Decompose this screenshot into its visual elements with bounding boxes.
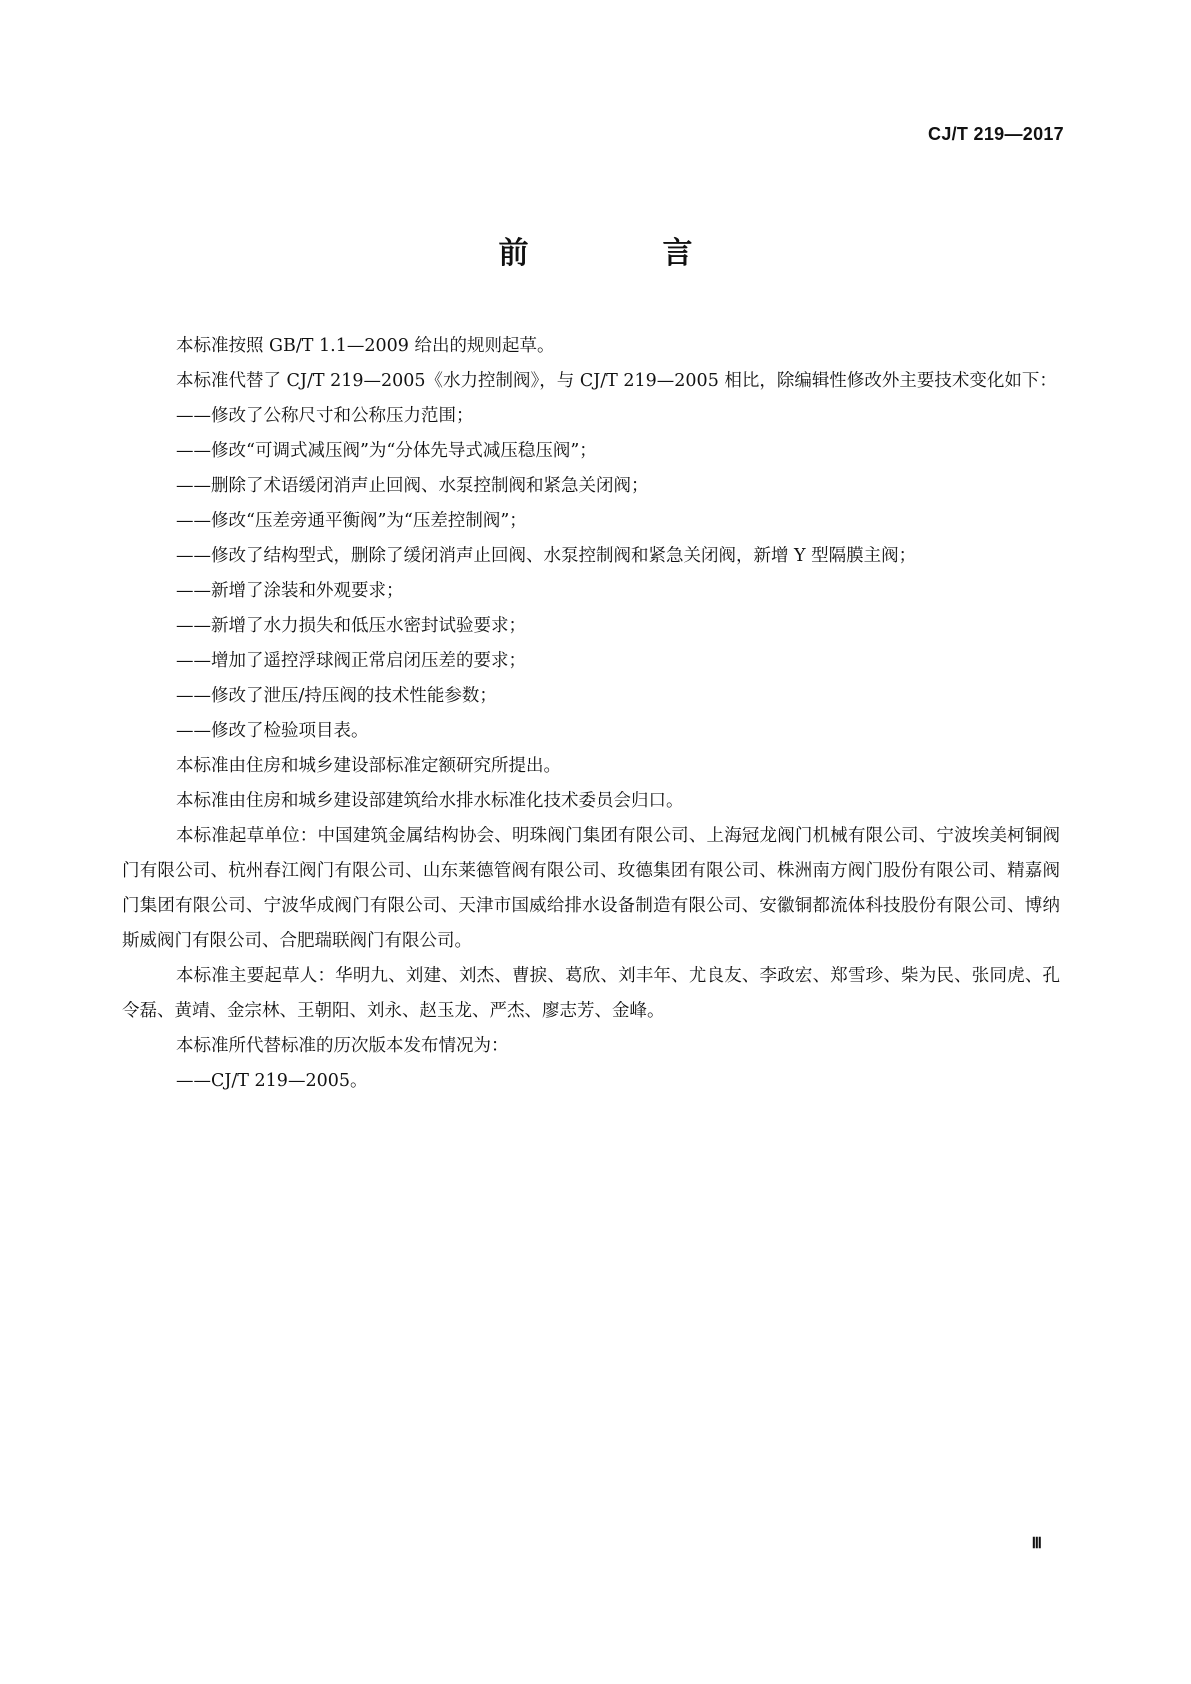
- list-item: ——修改了泄压/持压阀的技术性能参数；: [176, 686, 497, 706]
- standard-code: CJ/T 219—2017: [928, 124, 1064, 144]
- list-item: ——修改了检验项目表。: [176, 721, 369, 741]
- list-item: ——修改“压差旁通平衡阀”为“压差控制阀”；: [176, 511, 527, 531]
- list-item: ——删除了术语缓闭消声止回阀、水泵控制阀和紧急关闭阀；: [176, 476, 649, 496]
- paragraph-proposed-by: 本标准由住房和城乡建设部标准定额研究所提出。: [176, 756, 561, 776]
- list-item: ——修改了结构型式，删除了缓闭消声止回阀、水泵控制阀和紧急关闭阀，新增 Y 型隔膜主阀；: [176, 546, 917, 566]
- paragraph-drafters: 本标准主要起草人：华明九、刘建、刘杰、曹捩、葛欣、刘丰年、尤良友、李政宏、郑雪珍、柴为民、张同虎、孔令磊、黄靖、金宗林、王朝阳、刘永、赵玉龙、严杰、廖志芳、金峰。: [122, 966, 1060, 1021]
- history-item: ——CJ/T 219—2005。: [176, 1071, 368, 1091]
- paragraph-replaces: 本标准代替了 CJ/T 219—2005《水力控制阀》，与 CJ/T 219—2005 相比，除编辑性修改外主要技术变化如下：: [176, 371, 1057, 391]
- list-item: ——新增了水力损失和低压水密封试验要求；: [176, 616, 526, 636]
- paragraph-drafting-rules: 本标准按照 GB/T 1.1—2009 给出的规则起草。: [176, 336, 555, 356]
- page-title: 前 言: [498, 236, 745, 271]
- list-item: ——增加了遥控浮球阀正常启闭压差的要求；: [176, 651, 526, 671]
- list-item: ——修改了公称尺寸和公称压力范围；: [176, 406, 474, 426]
- paragraph-drafting-units: 本标准起草单位：中国建筑金属结构协会、明珠阀门集团有限公司、上海冠龙阀门机械有限公司、宁波埃美柯铜阀门有限公司、杭州春江阀门有限公司、山东莱德管阀有限公司、玫德集团有限公司、株洲南方阀门股份有限公司、精嘉阀门集团有限公司、宁波华成阀门有限公司、天津市国威给排水设备制造有限公司、安徽铜都流体科技股份有限公司、博纳斯威阀门有限公司、合肥瑞联阀门有限公司。: [122, 826, 1060, 951]
- document-body: [122, 329, 1060, 1099]
- paragraph-administered-by: 本标准由住房和城乡建设部建筑给水排水标准化技术委员会归口。: [176, 791, 684, 811]
- page-number: Ⅲ: [1031, 1536, 1042, 1552]
- paragraph-history-intro: 本标准所代替标准的历次版本发布情况为：: [176, 1036, 509, 1056]
- list-item: ——新增了涂装和外观要求；: [176, 581, 404, 601]
- list-item: ——修改“可调式减压阀”为“分体先导式减压稳压阀”；: [176, 441, 597, 461]
